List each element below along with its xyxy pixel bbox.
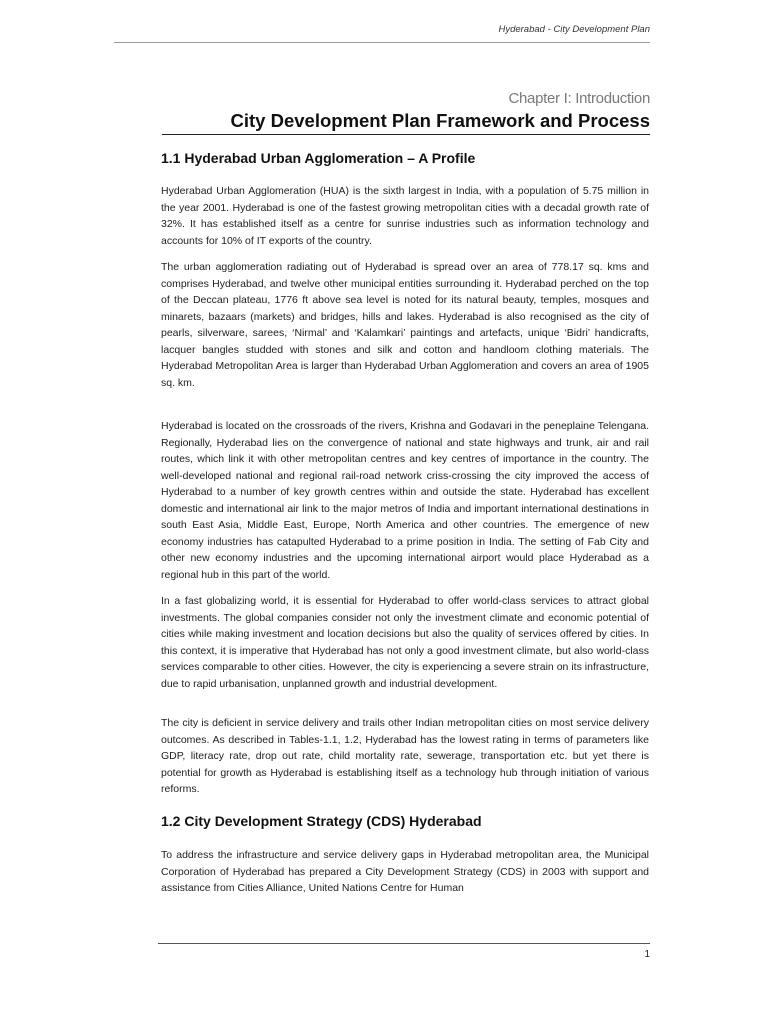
paragraph: The urban agglomeration radiating out of Hyderabad is spread over an area of 778.17 sq. kms and comprises Hyderabad, and twelve other municipal entities surrounding it. Hyderabad perched on the top of the Deccan plateau, 1776 ft above sea level is noted for its natural beauty, temples, mosques and minarets, bazaars (markets) and bridges, hills and lakes. Hyderabad is also recognised as the city of pearls, silverware, sarees, ‘Nirmal’ and ‘Kalamkari’ paintings and artefacts, unique ‘Bidri’ handicrafts, lacquer bangles studded with stones and silk and cotton and handloom clothing materials. The Hyderabad Metropolitan Area is larger than Hyderabad Urban Agglomeration and covers an area of 1905 sq. km. (161, 261, 649, 389)
footer-rule (158, 943, 650, 944)
running-header: Hyderabad - City Development Plan (498, 24, 650, 35)
section-heading-1-1: 1.1 Hyderabad Urban Agglomeration – A Profile (161, 150, 476, 166)
paragraph: To address the infrastructure and service delivery gaps in Hyderabad metropolitan area, the Municipal Corporation of Hyderabad has prepared a City Development Strategy (CDS) in 2003 with support and assistance from Cities Alliance, United Nations Centre for Human (161, 849, 649, 894)
paragraph: Hyderabad Urban Agglomeration (HUA) is the sixth largest in India, with a population of 5.75 million in the year 2001. Hyderabad is one of the fastest growing metropolitan cities with a decadal growth rate of 32%. It has established itself as a centre for sunrise industries such as information technology and accounts for 10% of IT exports of the country. (161, 185, 649, 247)
page-number: 1 (644, 949, 650, 960)
paragraph: In a fast globalizing world, it is essential for Hyderabad to offer world-class services to attract global investments. The global companies consider not only the investment climate and economic potential of cities while making investment and location decisions but also the quality of services offered by cities. In this context, it is imperative that Hyderabad has not only a good investment climate, but also world-class services comparable to other cities. However, the city is experiencing a severe strain on its infrastructure, due to rapid urbanisation, unplanned growth and industrial development. (161, 595, 649, 690)
paragraph: Hyderabad is located on the crossroads of the rivers, Krishna and Godavari in the peneplaine Telengana. Regionally, Hyderabad lies on the convergence of national and state highways and trunk, air and rail routes, which link it with other metropolitan centres and key centres of importance in the country. The well-developed national and regional rail-road network criss-crossing the city improved the access of Hyderabad to a number of key growth centres within and outside the state. Hyderabad has excellent domestic and international air link to the major metros of India and important international destinations in south East Asia, Middle East, Europe, North America and other countries. The emergence of new economy industries has catapulted Hyderabad to a prime position in India. The setting of Fab City and other new economy industries and the upcoming international airport would place Hyderabad as a regional hub in this part of the world. (161, 420, 649, 581)
header-rule (114, 42, 650, 43)
title-rule (162, 134, 650, 135)
paragraph: The city is deficient in service delivery and trails other Indian metropolitan cities on most service delivery outcomes. As described in Tables-1.1, 1.2, Hyderabad has the lowest rating in terms of parameters like GDP, literacy rate, drop out rate, child mortality rate, sewerage, transportation etc. but yet there is potential for growth as Hyderabad is establishing itself as a technology hub through initiation of various reforms. (161, 717, 649, 795)
chapter-label: Chapter I: Introduction (508, 90, 650, 107)
section-heading-1-2: 1.2 City Development Strategy (CDS) Hyderabad (161, 813, 482, 829)
chapter-title: City Development Plan Framework and Process (230, 110, 650, 131)
